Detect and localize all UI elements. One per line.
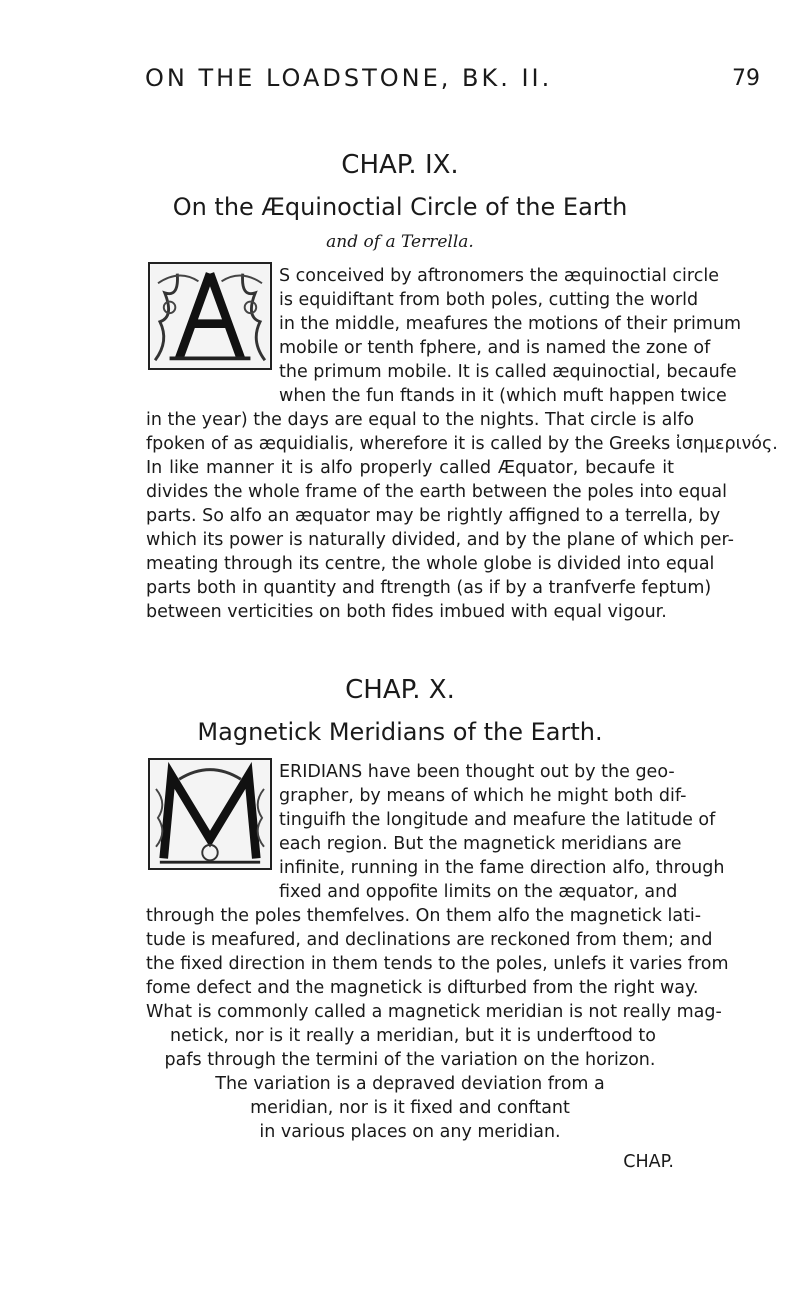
chapter-9-title: On the Æquinoctial Circle of the Earth	[172, 193, 628, 221]
ch10-line-11: What is commonly called a magnetick meridian is not really mag-	[146, 1002, 722, 1022]
ch10-line-1: ERIDIANS have been thought out by the geo-	[279, 762, 675, 782]
ch10-line-10: fome defect and the magnetick is difturbed from the right way.	[146, 978, 699, 998]
chapter-9-heading: CHAP. IX.	[341, 150, 459, 180]
ch9-line-7: in the year) the days are equal to the nights. That circle is alfo	[146, 410, 695, 430]
ch10-line-5: infinite, running in the fame direction alfo, through	[279, 858, 725, 878]
ch10-line-2: grapher, by means of which he might both dif-	[279, 786, 687, 806]
ch10-line-15: meridian, nor is it fixed and conftant	[250, 1098, 570, 1118]
ch9-line-3: in the middle, meafures the motions of their primum	[279, 314, 742, 334]
ch9-line-8: fpoken of as æquidialis, wherefore it is called by the Greeks ἰσημερινός.	[146, 434, 778, 454]
ch10-line-6: fixed and oppofite limits on the æquator, and	[279, 882, 678, 902]
ornamental-initial-m	[148, 758, 272, 870]
ch9-line-9: In like manner it is alfo properly called Æquator, becaufe it	[146, 458, 674, 478]
ch10-line-16: in various places on any meridian.	[259, 1122, 561, 1142]
ch9-line-2: is equidiftant from both poles, cutting the world	[279, 290, 699, 310]
ch10-line-8: tude is meafured, and declinations are reckoned from them; and	[146, 930, 713, 950]
ch9-line-6: when the fun ftands in it (which muft happen twice	[279, 386, 727, 406]
ch9-line-1: S conceived by aftronomers the æquinoctial circle	[279, 266, 719, 286]
ornamental-initial-m-image	[150, 760, 270, 868]
ch9-line-12: which its power is naturally divided, and by the plane of which per-	[146, 530, 734, 550]
ch9-line-11: parts. So alfo an æquator may be rightly affigned to a terrella, by	[146, 506, 721, 526]
ch10-line-9: the fixed direction in them tends to the poles, unlefs it varies from	[146, 954, 729, 974]
ch10-line-12: netick, nor is it really a meridian, but it is underftood to	[170, 1026, 656, 1046]
ch9-line-13: meating through its centre, the whole globe is divided into equal	[146, 554, 715, 574]
ch9-line-14: parts both in quantity and ftrength (as if by a tranfverfe feptum)	[146, 578, 712, 598]
ch10-line-4: each region. But the magnetick meridians are	[279, 834, 682, 854]
chapter-10-heading: CHAP. X.	[345, 675, 455, 705]
chapter-10-title: Magnetick Meridians of the Earth.	[197, 718, 603, 746]
ch10-line-13: pafs through the termini of the variation on the horizon.	[164, 1050, 656, 1070]
ornamental-initial-a	[148, 262, 272, 370]
ch9-line-15: between verticities on both fides imbued with equal vigour.	[146, 602, 667, 622]
ch10-line-7: through the poles themfelves. On them alfo the magnetick lati-	[146, 906, 702, 926]
chapter-9-subtitle: and of a Terrella.	[326, 232, 474, 252]
catchword: CHAP.	[623, 1152, 674, 1172]
ornamental-initial-a-image	[150, 264, 270, 368]
running-header	[145, 56, 760, 96]
ch10-line-3: tinguifh the longitude and meafure the latitude of	[279, 810, 716, 830]
ch9-line-5: the primum mobile. It is called æquinoctial, becaufe	[279, 362, 737, 382]
running-title: ON THE LOADSTONE, BK. II.	[145, 64, 553, 92]
ch9-line-10: divides the whole frame of the earth between the poles into equal	[146, 482, 727, 502]
page-number: 79	[732, 66, 760, 91]
ch9-line-4: mobile or tenth fphere, and is named the zone of	[279, 338, 711, 358]
ch10-line-14: The variation is a depraved deviation from a	[215, 1074, 605, 1094]
